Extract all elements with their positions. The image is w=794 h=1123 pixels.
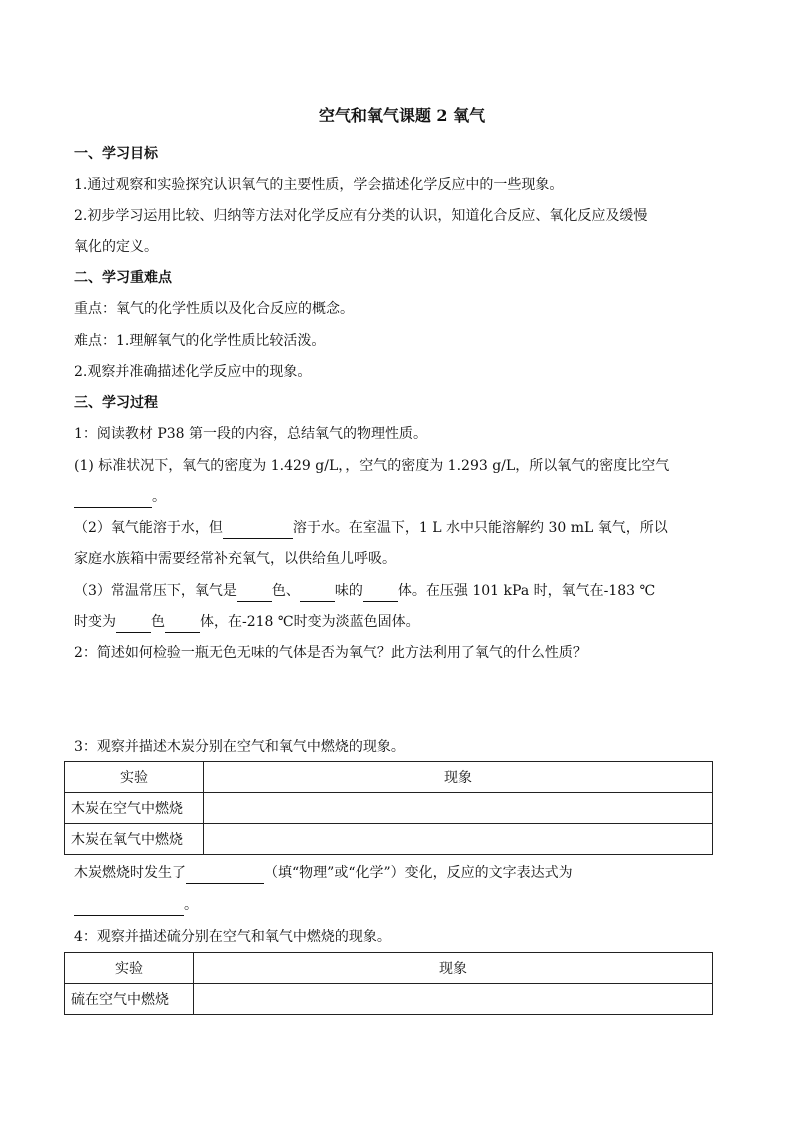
question-1-part-2: [74, 517, 734, 539]
question-3-follow-up-continued: [74, 894, 734, 916]
section-heading-objectives: 一、学习目标: [74, 146, 158, 162]
table-row: [65, 824, 713, 855]
question-text: 溶于水。在室温下，1 L 水中只能溶解约 30 mL 氧气，所以: [292, 520, 668, 536]
objective-item: 1.通过观察和实验探究认识氧气的主要性质，学会描述化学反应中的一些现象。: [74, 177, 564, 193]
column-header-experiment: 实验: [65, 953, 194, 984]
experiment-cell: 木炭在空气中燃烧: [65, 793, 204, 824]
column-header-experiment: 实验: [65, 762, 204, 793]
charcoal-observation-table: [64, 761, 713, 855]
question-text: （填“物理”或“化学”）变化，反应的文字表达式为: [264, 865, 573, 881]
difficulty-text: 难点：1.理解氧气的化学性质比较活泼。: [74, 333, 326, 349]
answer-blank[interactable]: [186, 867, 264, 884]
phenomenon-answer-cell[interactable]: [204, 793, 713, 824]
question-text: 木炭燃烧时发生了: [74, 865, 186, 881]
question-text: （3）常温常压下，氧气是: [74, 583, 237, 599]
question-text: 色、: [271, 583, 300, 599]
column-header-phenomenon: 现象: [194, 953, 713, 984]
answer-blank[interactable]: [116, 616, 151, 633]
answer-blank[interactable]: [300, 585, 335, 602]
answer-blank[interactable]: [74, 899, 184, 916]
answer-blank[interactable]: [363, 585, 398, 602]
question-2: 2：简述如何检验一瓶无色无味的气体是否为氧气？此方法利用了氧气的什么性质？: [74, 645, 587, 661]
objective-item-continued: 氧化的定义。: [74, 239, 158, 255]
question-1: 1：阅读教材 P38 第一段的内容，总结氧气的物理性质。: [74, 426, 428, 442]
section-heading-process: 三、学习过程: [74, 395, 158, 411]
question-text: （2）氧气能溶于水，但: [74, 520, 223, 536]
difficulty-text: 2.观察并准确描述化学反应中的现象。: [74, 364, 312, 380]
table-row: [65, 793, 713, 824]
experiment-cell: 硫在空气中燃烧: [65, 984, 194, 1015]
question-1-part-1-continued: [74, 486, 734, 508]
question-text: 体。在压强 101 kPa 时，氧气在-183 ℃: [397, 583, 656, 599]
question-1-part-2-continued: 家庭水族箱中需要经常补充氧气，以供给鱼儿呼吸。: [74, 551, 396, 567]
punctuation: 。: [184, 897, 198, 913]
question-text: 体，在-218 ℃时变为淡蓝色固体。: [200, 614, 420, 630]
table-row: [65, 984, 713, 1015]
question-1-part-3-continued: [74, 611, 734, 633]
sulfur-observation-table: [64, 952, 713, 1015]
answer-blank[interactable]: [237, 585, 272, 602]
table-header-row: [65, 953, 713, 984]
answer-blank[interactable]: [223, 522, 293, 539]
section-heading-key-points: 二、学习重难点: [74, 270, 172, 286]
table-header-row: [65, 762, 713, 793]
column-header-phenomenon: 现象: [204, 762, 713, 793]
question-1-part-1: (1) 标准状况下，氧气的密度为 1.429 g/L，，空气的密度为 1.293 g/L，所以氧气的密度比空气: [74, 458, 670, 474]
question-text: 时变为: [74, 614, 116, 630]
punctuation: 。: [152, 489, 166, 505]
question-1-part-3: [74, 580, 734, 602]
phenomenon-answer-cell[interactable]: [194, 984, 713, 1015]
page-title: 空气和氧气课题 2 氧气: [318, 106, 486, 125]
question-text: 色: [151, 614, 165, 630]
answer-blank[interactable]: [165, 616, 200, 633]
phenomenon-answer-cell[interactable]: [204, 824, 713, 855]
experiment-cell: 木炭在氧气中燃烧: [65, 824, 204, 855]
question-4: 4：观察并描述硫分别在空气和氧气中燃烧的现象。: [74, 929, 391, 945]
objective-item: 2.初步学习运用比较、归纳等方法对化学反应有分类的认识，知道化合反应、氧化反应及缓慢: [74, 208, 648, 224]
answer-blank[interactable]: [74, 491, 152, 508]
key-point-text: 重点：氧气的化学性质以及化合反应的概念。: [74, 301, 354, 317]
question-3: 3：观察并描述木炭分别在空气和氧气中燃烧的现象。: [74, 739, 405, 755]
question-text: 味的: [334, 583, 363, 599]
question-3-follow-up: [74, 862, 734, 884]
